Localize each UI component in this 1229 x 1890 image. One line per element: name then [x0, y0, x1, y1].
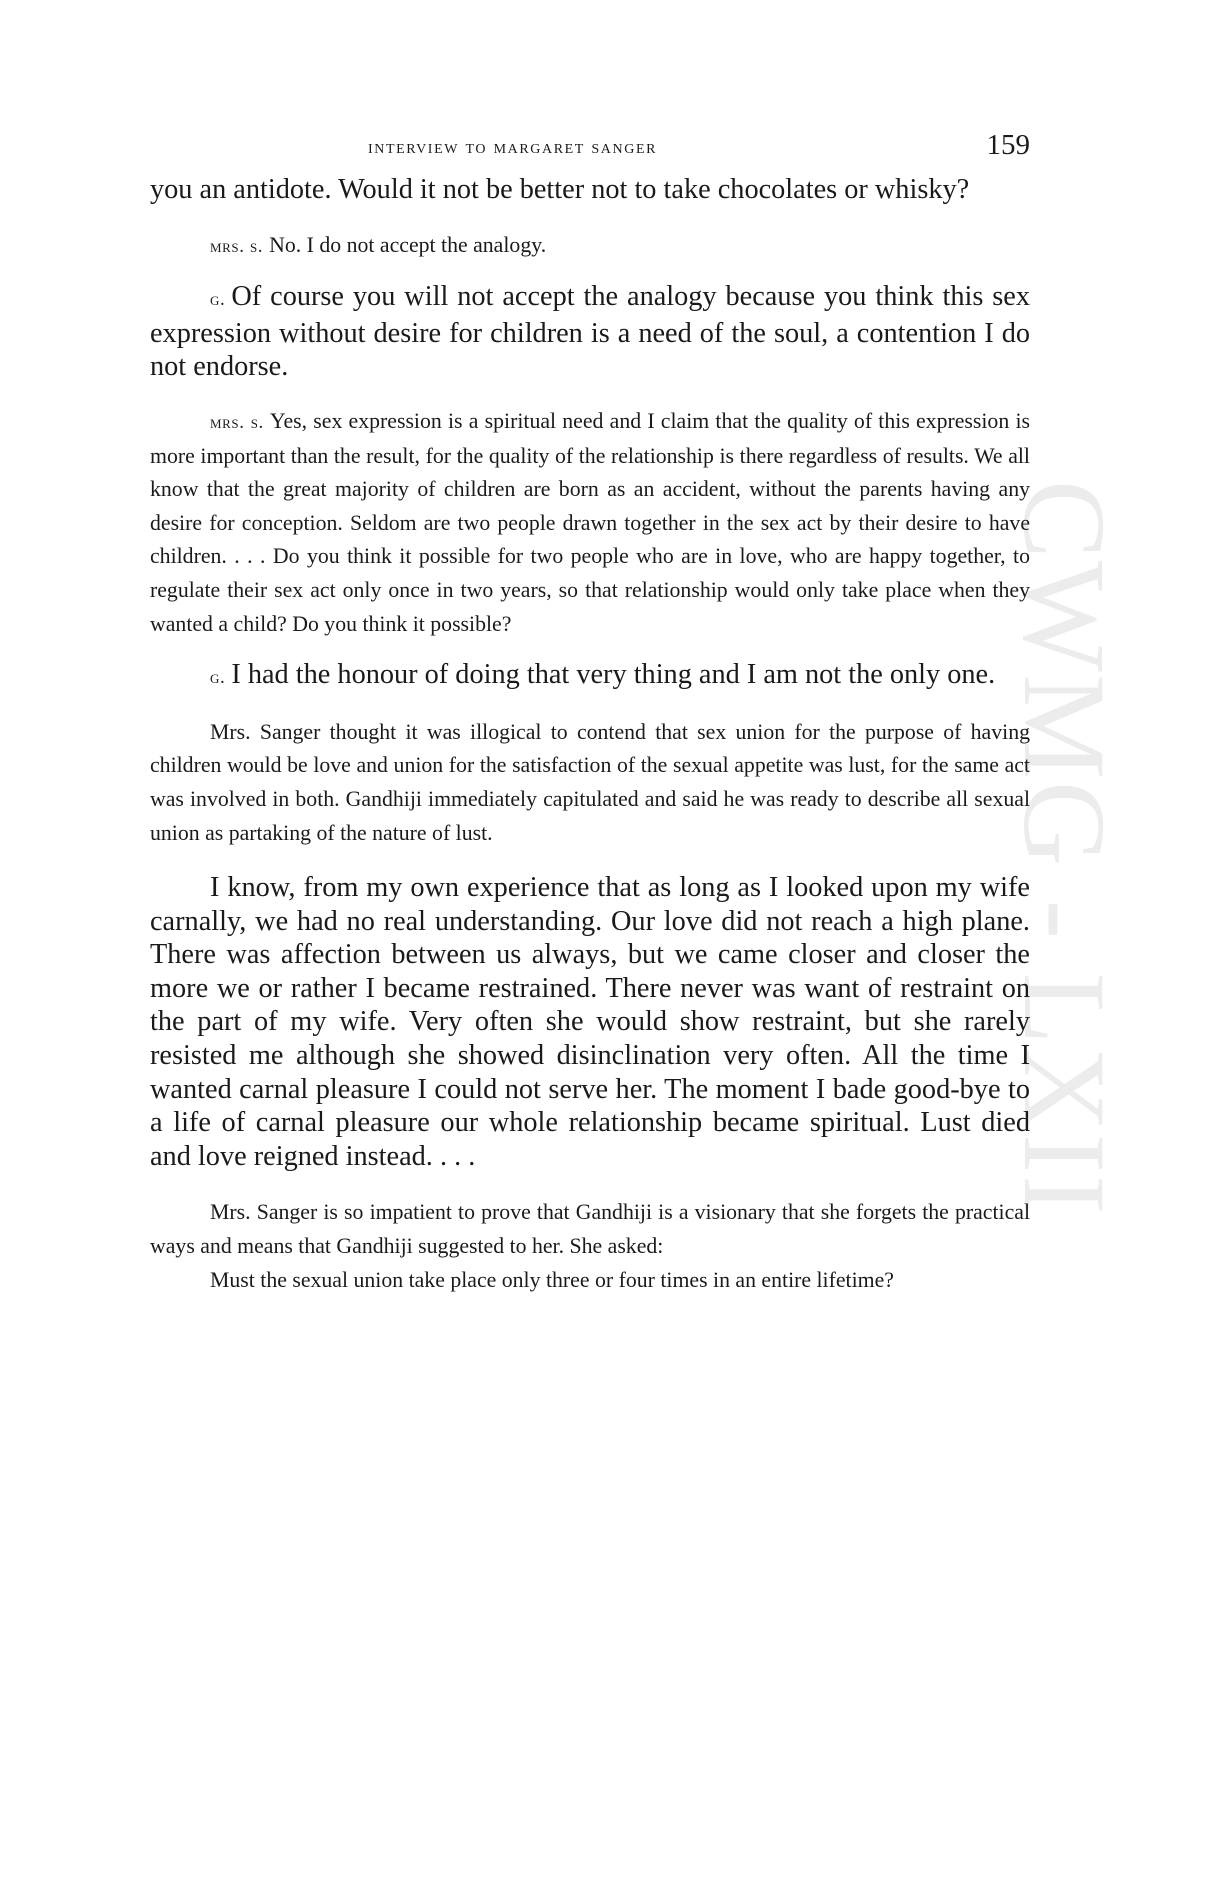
- dialogue-mrs-s-1: [150, 229, 1030, 264]
- paragraph-text: No. I do not accept the analogy.: [269, 232, 547, 257]
- running-head: interview to margaret sanger: [368, 137, 658, 158]
- paragraph-text: Mrs. Sanger thought it was illogical to contend that sex union for the purpose of having children would be love and union for the satisfaction of the sexual appetite was lust, for the same act was involved in both. Gandhiji immediately capitulated and said he was ready to describe all sexual union as partaking of the nature of lust.: [150, 719, 1030, 845]
- paragraph-continuation: [150, 173, 1030, 207]
- narrative-paragraph-1: [150, 716, 1030, 850]
- dialogue-mrs-s-2: [150, 405, 1030, 641]
- mrs-s-question: [150, 1264, 1030, 1298]
- speaker-label: mrs. s.: [210, 411, 264, 433]
- page-body: [150, 173, 1030, 1297]
- dialogue-gandhi-2: [150, 658, 1030, 695]
- speaker-label: g.: [210, 289, 226, 311]
- paragraph-text: I know, from my own experience that as long as I looked upon my wife carnally, we had no real understanding. Our love did not reach a high plane. There was affection between us always, but we came closer and closer the more we or rather I became restrained. There never was want of restraint on the part of my wife. Very often she would show restraint, but she rarely resisted me although she showed disinclination very often. All the time I wanted carnal pleasure I could not serve her. The moment I bade good-bye to a life of carnal pleasure our whole relationship became spiritual. Lust died and love reigned instead. . . .: [150, 872, 1030, 1172]
- narrative-paragraph-2: [150, 1196, 1030, 1263]
- speaker-label: g.: [210, 667, 226, 689]
- paragraph-text: Mrs. Sanger is so impatient to prove that Gandhiji is a visionary that she forgets the practical ways and means that Gandhiji suggested to her. She asked:: [150, 1200, 1030, 1259]
- watermark: CWMG - LXII: [999, 480, 1130, 1217]
- dialogue-gandhi-1: [150, 280, 1030, 384]
- page-header: [150, 125, 1030, 165]
- paragraph-text: I had the honour of doing that very thing and I am not the only one.: [231, 659, 996, 691]
- book-page: [150, 125, 1030, 1297]
- page-number: 159: [986, 129, 1030, 161]
- gandhi-statement: [150, 871, 1030, 1173]
- paragraph-text: Of course you will not accept the analogy because you think this sex expression without desire for children is a need of the soul, a contention I do not endorse.: [150, 281, 1030, 383]
- paragraph-text: Must the sexual union take place only three or four times in an entire lifetime?: [210, 1267, 894, 1292]
- paragraph-text: you an antidote. Would it not be better not to take chocolates or whisky?: [150, 174, 970, 205]
- speaker-label: mrs. s.: [210, 235, 264, 257]
- paragraph-text: Yes, sex expression is a spiritual need and I claim that the quality of this expression is more important than the result, for the quality of the relationship is there regardless of results. We all know that the great majority of children are born as an accident, without the parents having any desire for conception. Seldom are two people drawn together in the sex act by their desire to have children. . . . Do you think it possible for two people who are in love, who are happy together, to regulate their sex act only once in two years, so that relationship would only take place when they wanted a child? Do you think it possible?: [150, 408, 1030, 636]
